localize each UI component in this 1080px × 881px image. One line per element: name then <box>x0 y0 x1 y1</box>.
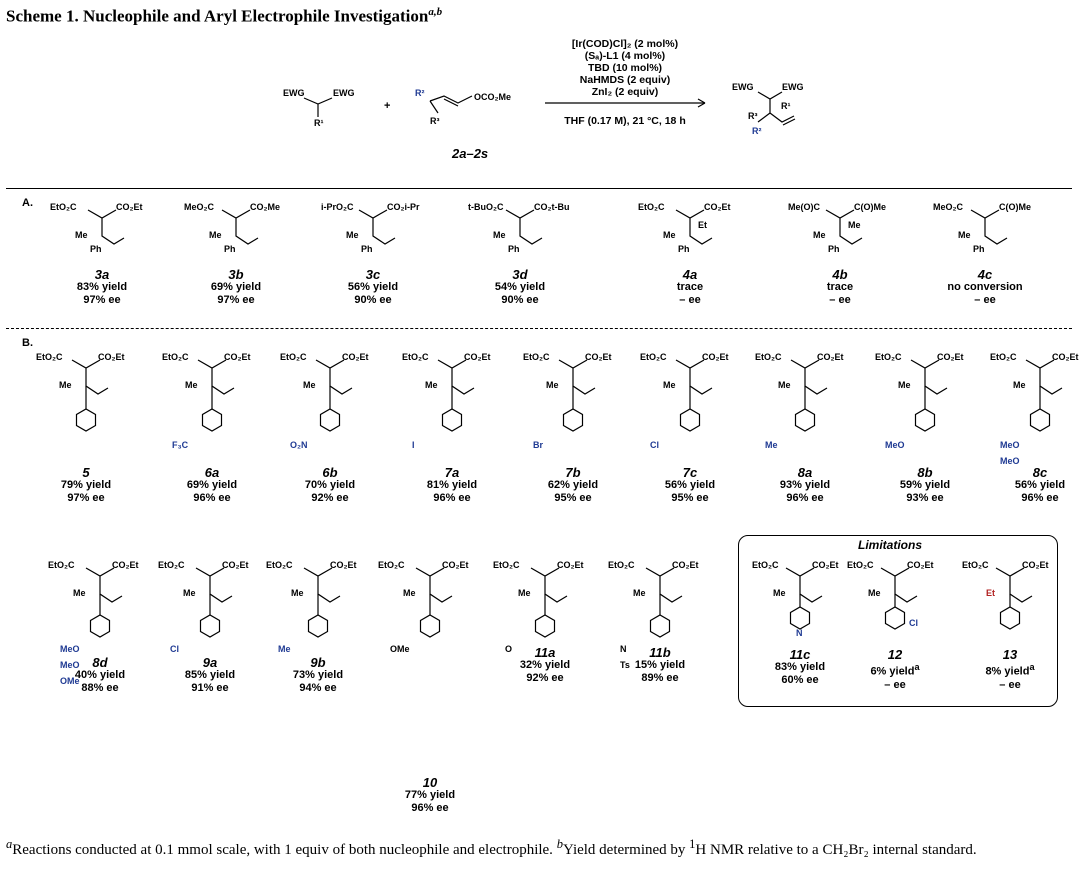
methyl-label: Me <box>303 380 316 390</box>
conditions-below: THF (0.17 M), 21 °C, 18 h <box>564 115 686 127</box>
compound-yield: 69% yield <box>210 281 262 293</box>
methyl-label: Me <box>663 380 676 390</box>
ewg-left: EtO₂C <box>50 202 77 212</box>
footnote-b-sup: 1 <box>689 837 696 851</box>
methyl-label: Me <box>546 380 559 390</box>
aryl-substituent: N <box>620 644 627 654</box>
prod-r2: R² <box>752 126 762 136</box>
elec-r2: R² <box>415 88 425 98</box>
compound-yield: 69% yield <box>186 479 238 491</box>
compound-ee: – ee <box>679 294 701 306</box>
skeleton-bonds <box>646 568 682 602</box>
aryl-substituent: MeO <box>1000 440 1020 450</box>
compound-yield: 8% yield$^a$ <box>985 662 1035 678</box>
compound-yield: 32% yield <box>519 659 571 671</box>
ewg-left: EtO₂C <box>402 352 429 362</box>
aryl-ring <box>201 615 220 637</box>
compound-ee: 88% ee <box>81 682 119 694</box>
methyl-label: Me <box>518 588 531 598</box>
aryl-substituent: OMe <box>390 644 410 654</box>
compound-yield: 81% yield <box>426 479 478 491</box>
ewg-right: CO₂Et <box>112 560 139 570</box>
compound-yield: 59% yield <box>899 479 951 491</box>
compound-yield: 56% yield <box>347 281 399 293</box>
extra-substituent: Et <box>698 220 707 230</box>
nuc-r1: R¹ <box>314 118 324 128</box>
compound-number: 5 <box>82 465 90 480</box>
ewg-left: EtO₂C <box>638 202 665 212</box>
compound-yield: no conversion <box>947 281 1023 293</box>
compound-yield: 73% yield <box>292 669 344 681</box>
ewg-left: EtO₂C <box>640 352 667 362</box>
ewg-left: EtO₂C <box>36 352 63 362</box>
methyl-label: Me <box>663 230 676 240</box>
ewg-right: CO₂Et <box>1022 560 1049 570</box>
footnote-a-text: Reactions conducted at 0.1 mmol scale, with 1 equiv of both nucleophile and electrophile. <box>12 842 553 858</box>
phenyl-label: Ph <box>678 244 690 254</box>
compound-7b <box>513 466 633 505</box>
methyl-label: Me <box>493 230 506 240</box>
compound-number: 11b <box>649 645 671 660</box>
skeleton-bonds <box>911 360 947 394</box>
methyl-label: Me <box>425 380 438 390</box>
compound-ee: 96% ee <box>411 802 449 814</box>
methyl-label: Me <box>813 230 826 240</box>
compound-8b <box>865 466 985 505</box>
skeleton-bonds <box>676 360 712 394</box>
ewg-right: CO₂Et <box>907 560 934 570</box>
compound-number: 12 <box>887 647 903 662</box>
compound-6b <box>270 466 390 505</box>
aryl-ring <box>203 409 222 431</box>
compound-ee: – ee <box>829 294 851 306</box>
aryl-ring <box>536 615 555 637</box>
skeleton-bonds <box>416 568 452 602</box>
compound-number: 3d <box>512 267 528 282</box>
compound-number: 4c <box>977 267 993 282</box>
compound-3c <box>313 268 433 307</box>
skeleton-bonds <box>438 360 474 394</box>
compound-10 <box>370 776 490 815</box>
compound-ee: 97% ee <box>217 294 255 306</box>
elec-leaving-group: OCO₂Me <box>474 92 512 102</box>
ewg-right: CO₂Et <box>557 560 584 570</box>
compound-ee: 94% ee <box>299 682 337 694</box>
ewg-left: EtO₂C <box>158 560 185 570</box>
methyl-label: Me <box>73 588 86 598</box>
compound-number: 11a <box>534 645 556 660</box>
nuc-ewg2: EWG <box>333 88 355 98</box>
ewg-right: CO₂Et <box>585 352 612 362</box>
footnote-b-mark: b <box>556 837 563 851</box>
ewg-left: t-BuO₂C <box>468 202 504 212</box>
footnote-b-text-1: Yield determined by <box>562 842 690 858</box>
skeleton-bonds <box>316 360 352 394</box>
skeleton-bonds <box>86 568 122 602</box>
compound-number: 7c <box>682 465 698 480</box>
ewg-right: CO₂Et <box>817 352 844 362</box>
ewg-right: CO₂i-Pr <box>387 202 420 212</box>
compound-12 <box>835 648 955 692</box>
ewg-right: CO₂Et <box>704 202 731 212</box>
compound-ee: 90% ee <box>501 294 539 306</box>
aryl-ring <box>321 409 340 431</box>
compound-number: 4a <box>682 267 698 282</box>
ewg-right: CO₂Et <box>222 560 249 570</box>
compound-yield: 77% yield <box>404 789 456 801</box>
aryl-substituent: OMe <box>60 676 80 686</box>
elec-r3: R³ <box>430 116 440 126</box>
skeleton-bonds <box>72 360 108 394</box>
aryl-ring <box>77 409 96 431</box>
aryl-ring <box>1031 409 1050 431</box>
ewg-right: CO₂Et <box>937 352 964 362</box>
aryl-substituent: MeO <box>60 660 80 670</box>
ewg-left: EtO₂C <box>990 352 1017 362</box>
compound-11b <box>600 646 720 685</box>
condition-tbd: TBD (10 mol%) <box>587 62 663 74</box>
ewg-right: CO₂t-Bu <box>534 202 570 212</box>
plus-sign: + <box>384 100 391 112</box>
compound-7a <box>392 466 512 505</box>
compound-ee: 95% ee <box>671 492 709 504</box>
ewg-left: EtO₂C <box>962 560 989 570</box>
ewg-left: EtO₂C <box>162 352 189 362</box>
conditions-above <box>545 38 705 98</box>
aryl-ring <box>421 615 440 637</box>
aryl-substituent: MeO <box>885 440 905 450</box>
skeleton-bonds <box>304 568 340 602</box>
aryl-substituent: O <box>505 644 513 654</box>
compound-7c <box>630 466 750 505</box>
section-divider <box>6 328 1072 329</box>
compound-yield: trace <box>826 281 854 293</box>
compound-ee: 96% ee <box>193 492 231 504</box>
condition-ligand: (Sₐ)-L1 (4 mol%) <box>584 50 666 62</box>
ewg-right: CO₂Et <box>702 352 729 362</box>
compound-number: 6a <box>204 465 220 480</box>
ewg-left: EtO₂C <box>752 560 779 570</box>
prod-ewg1: EWG <box>732 82 754 92</box>
ewg-right: CO₂Et <box>1052 352 1079 362</box>
compound-number: 6b <box>322 465 338 480</box>
aryl-substituent: I <box>412 440 415 450</box>
limitations-title: Limitations <box>858 538 923 552</box>
aryl-substituent: MeO <box>1000 456 1020 466</box>
skeleton-bonds <box>196 568 232 602</box>
ewg-right: CO₂Et <box>98 352 125 362</box>
compound-number: 3c <box>365 267 381 282</box>
compound-ee: 97% ee <box>83 294 121 306</box>
skeleton-bonds <box>88 210 124 244</box>
compound-ee: – ee <box>974 294 996 306</box>
compound-ee: 89% ee <box>641 672 679 684</box>
compound-9b <box>258 656 378 695</box>
ewg-right: CO₂Et <box>224 352 251 362</box>
aryl-ring <box>443 409 462 431</box>
ortho-chloro: Cl <box>909 618 918 628</box>
ewg-right: CO₂Et <box>464 352 491 362</box>
compound-yield: trace <box>676 281 704 293</box>
compound-8c <box>980 466 1080 505</box>
compound-ee: 92% ee <box>526 672 564 684</box>
compound-4c <box>925 268 1045 307</box>
methyl-label: Me <box>958 230 971 240</box>
compound-yield: 6% yield$^a$ <box>870 662 920 678</box>
ewg-left: Me(O)C <box>788 202 820 212</box>
compound-ee: 91% ee <box>191 682 229 694</box>
ewg-left: EtO₂C <box>847 560 874 570</box>
elec-label: 2a–2s <box>452 146 489 161</box>
footnote-b-text-2: H NMR relative to a CH₂Br₂ internal standard. <box>695 842 977 858</box>
compound-number: 10 <box>422 775 438 790</box>
compound-6a <box>152 466 272 505</box>
aryl-substituent: Me <box>765 440 778 450</box>
phenyl-label: Ph <box>90 244 102 254</box>
aryl-ring <box>681 409 700 431</box>
phenyl-label: Ph <box>361 244 373 254</box>
ewg-left: EtO₂C <box>523 352 550 362</box>
compound-4a <box>630 268 750 307</box>
ewg-left: MeO₂C <box>184 202 215 212</box>
ewg-right: CO₂Et <box>116 202 143 212</box>
skeleton-bonds <box>531 568 567 602</box>
ewg-left: EtO₂C <box>755 352 782 362</box>
aryl-substituent: Me <box>278 644 291 654</box>
compound-number: 8b <box>917 465 933 480</box>
methyl-label: Me <box>778 380 791 390</box>
methyl-label: Me <box>291 588 304 598</box>
methyl-label: Me <box>185 380 198 390</box>
compound-8a <box>745 466 865 505</box>
phenyl-label: Ph <box>224 244 236 254</box>
condition-catalyst: [Ir(COD)Cl]₂ (2 mol%) <box>571 38 679 50</box>
compound-11a <box>485 646 605 685</box>
scheme-title-sup: a,b <box>428 6 443 18</box>
aryl-substituent: F₃C <box>172 440 189 450</box>
methyl-label: Me <box>868 588 881 598</box>
compound-9a <box>150 656 270 695</box>
aryl-ring <box>91 615 110 637</box>
ewg-left: i-PrO₂C <box>321 202 354 212</box>
compound-8d <box>40 656 160 695</box>
compound-number: 7b <box>565 465 581 480</box>
ewg-right: C(O)Me <box>999 202 1031 212</box>
compound-number: 4b <box>832 267 848 282</box>
compound-ee: 96% ee <box>433 492 471 504</box>
methyl-label: Me <box>633 588 646 598</box>
yield-footnote-mark: a <box>914 662 920 672</box>
prod-ewg2: EWG <box>782 82 804 92</box>
compound-ee: 93% ee <box>906 492 944 504</box>
compound-yield: 54% yield <box>494 281 546 293</box>
phenyl-label: Ph <box>828 244 840 254</box>
ewg-left: EtO₂C <box>48 560 75 570</box>
yield-footnote-mark: a <box>1029 662 1035 672</box>
compound-13 <box>950 648 1070 692</box>
compound-yield: 70% yield <box>304 479 356 491</box>
compound-number: 11c <box>789 647 811 662</box>
prod-r1: R¹ <box>781 101 791 111</box>
compound-ee: 95% ee <box>554 492 592 504</box>
ewg-left: EtO₂C <box>280 352 307 362</box>
skeleton-bonds <box>506 210 542 244</box>
aryl-ring <box>309 615 328 637</box>
compound-yield: 15% yield <box>634 659 686 671</box>
phenyl-label: Ph <box>508 244 520 254</box>
methyl-label: Me <box>403 588 416 598</box>
phenyl-label: Ph <box>973 244 985 254</box>
aryl-ring <box>651 615 670 637</box>
aryl-ring <box>796 409 815 431</box>
methyl-label: Me <box>346 230 359 240</box>
methyl-label: Me <box>898 380 911 390</box>
ewg-right: CO₂Et <box>672 560 699 570</box>
compound-3b <box>176 268 296 307</box>
aryl-substituent: Cl <box>170 644 179 654</box>
methyl-label: Me <box>183 588 196 598</box>
aryl-substituent: Br <box>533 440 544 450</box>
compound-ee: – ee <box>999 678 1021 691</box>
aryl-ring <box>564 409 583 431</box>
skeleton-bonds <box>359 210 395 244</box>
compound-number: 8d <box>92 655 108 670</box>
aryl-substituent: Cl <box>650 440 659 450</box>
methyl-label: Me <box>209 230 222 240</box>
compound-yield: 85% yield <box>184 669 236 681</box>
ewg-right: CO₂Et <box>330 560 357 570</box>
ethyl-label: Et <box>986 588 995 598</box>
compound-number: 9b <box>310 655 326 670</box>
section-a-label: A. <box>22 197 33 209</box>
compound-3a <box>42 268 162 307</box>
aryl-ring <box>916 409 935 431</box>
compound-yield: 83% yield <box>774 661 826 673</box>
compound-yield: 56% yield <box>664 479 716 491</box>
skeleton-bonds <box>791 360 827 394</box>
compound-number: 13 <box>1002 647 1018 662</box>
compound-number: 7a <box>444 465 460 480</box>
prod-r3: R³ <box>748 111 758 121</box>
compound-number: 8c <box>1032 465 1048 480</box>
skeleton-bonds <box>559 360 595 394</box>
compound-4b <box>780 268 900 307</box>
compound-yield: 79% yield <box>60 479 112 491</box>
compound-ee: 96% ee <box>786 492 824 504</box>
compound-yield: 56% yield <box>1014 479 1066 491</box>
top-rule <box>6 188 1072 189</box>
ewg-right: CO₂Me <box>250 202 281 212</box>
ewg-right: CO₂Et <box>812 560 839 570</box>
compound-ee: – ee <box>884 678 906 691</box>
compound-ee: 96% ee <box>1021 492 1059 504</box>
methyl-label: Me <box>75 230 88 240</box>
compound-ee: 90% ee <box>354 294 392 306</box>
ewg-left: EtO₂C <box>378 560 405 570</box>
pyridine-nitrogen: N <box>796 628 803 638</box>
ewg-right: C(O)Me <box>854 202 886 212</box>
aryl-substituent: O₂N <box>290 440 308 450</box>
compound-number: 3b <box>228 267 244 282</box>
compound-3d <box>460 268 580 307</box>
compound-ee: 92% ee <box>311 492 349 504</box>
aryl-substituent: MeO <box>60 644 80 654</box>
methyl-label: Me <box>1013 380 1026 390</box>
compound-ee: 60% ee <box>781 674 819 686</box>
compound-ee: 97% ee <box>67 492 105 504</box>
ewg-right: CO₂Et <box>342 352 369 362</box>
skeleton-bonds <box>198 360 234 394</box>
compound-number: 9a <box>202 655 218 670</box>
ewg-left: EtO₂C <box>266 560 293 570</box>
extra-substituent: Me <box>848 220 861 230</box>
compound-yield: 93% yield <box>779 479 831 491</box>
scheme-title-text: Scheme 1. Nucleophile and Aryl Electrophile Investigation <box>6 6 429 26</box>
compound-number: 8a <box>797 465 813 480</box>
condition-zni2: ZnI₂ (2 equiv) <box>591 86 659 98</box>
compound-number: 3a <box>94 267 110 282</box>
compound-yield: 62% yield <box>547 479 599 491</box>
compound-yield: 83% yield <box>76 281 128 293</box>
condition-base: NaHMDS (2 equiv) <box>579 74 671 86</box>
compound-5 <box>26 466 146 505</box>
methyl-label: Me <box>773 588 786 598</box>
ewg-right: CO₂Et <box>442 560 469 570</box>
footnote-a-mark: a <box>6 837 13 851</box>
ewg-left: EtO₂C <box>875 352 902 362</box>
compound-yield: 40% yield <box>74 669 126 681</box>
aryl-substituent: Ts <box>620 660 630 670</box>
methyl-label: Me <box>59 380 72 390</box>
ewg-left: EtO₂C <box>608 560 635 570</box>
footnote <box>6 835 1074 859</box>
ewg-left: MeO₂C <box>933 202 964 212</box>
skeleton-bonds <box>222 210 258 244</box>
nuc-ewg1: EWG <box>283 88 305 98</box>
section-b-label: B. <box>22 337 33 349</box>
skeleton-bonds <box>971 210 1007 244</box>
ewg-left: EtO₂C <box>493 560 520 570</box>
skeleton-bonds <box>1026 360 1062 394</box>
